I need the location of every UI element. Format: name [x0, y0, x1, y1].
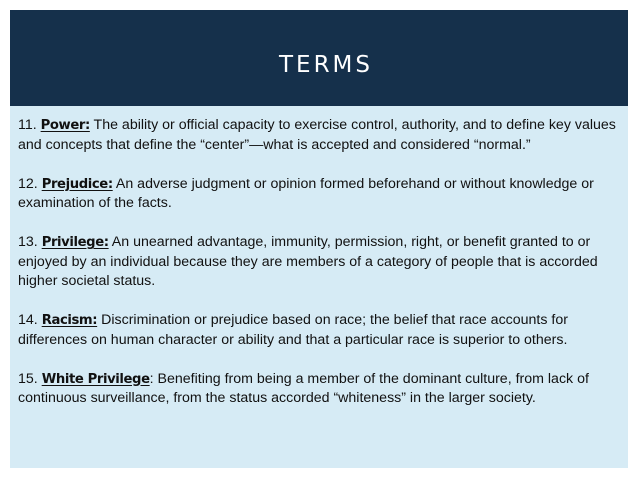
term-word: Power: — [40, 118, 90, 133]
term-word: White Privilege — [41, 371, 150, 387]
term-number: 11. — [18, 117, 37, 133]
term-word: Racism: — [41, 313, 98, 328]
term-definition: An adverse judgment or opinion formed beforehand or without knowledge or examination of the facts. — [18, 175, 594, 211]
title-banner — [10, 10, 628, 106]
slide-title: TERMS — [278, 52, 373, 78]
term-entry-prejudice — [18, 175, 622, 214]
term-definition: An unearned advantage, immunity, permission, right, or benefit granted to or enjoyed by an individual because they are members of a category of people that is accorded higher societal status. — [18, 234, 598, 289]
term-word: Privilege: — [41, 235, 109, 250]
term-entry-racism — [18, 311, 622, 350]
term-separator: : — [149, 370, 154, 387]
term-definition: Benefiting from being a member of the dominant culture, from lack of continuous surveillance, from the status accorded “whiteness” in the larger society. — [18, 370, 589, 406]
term-word: Prejudice: — [41, 176, 113, 192]
terms-list — [10, 106, 628, 468]
term-number: 12. — [18, 175, 38, 192]
term-definition: Discrimination or prejudice based on race; the belief that race accounts for differences on human character or ability and that a particular race is superior to others. — [18, 312, 568, 348]
term-number: 13. — [18, 234, 38, 250]
term-number: 14. — [18, 312, 38, 328]
term-number: 15. — [18, 370, 38, 387]
term-entry-privilege — [18, 233, 622, 292]
term-definition: The ability or official capacity to exercise control, authority, and to define key values and concepts that define the “center”—what is accepted and considered “normal.” — [18, 117, 616, 153]
term-entry-power — [18, 116, 622, 155]
term-entry-white-privilege — [18, 370, 622, 409]
